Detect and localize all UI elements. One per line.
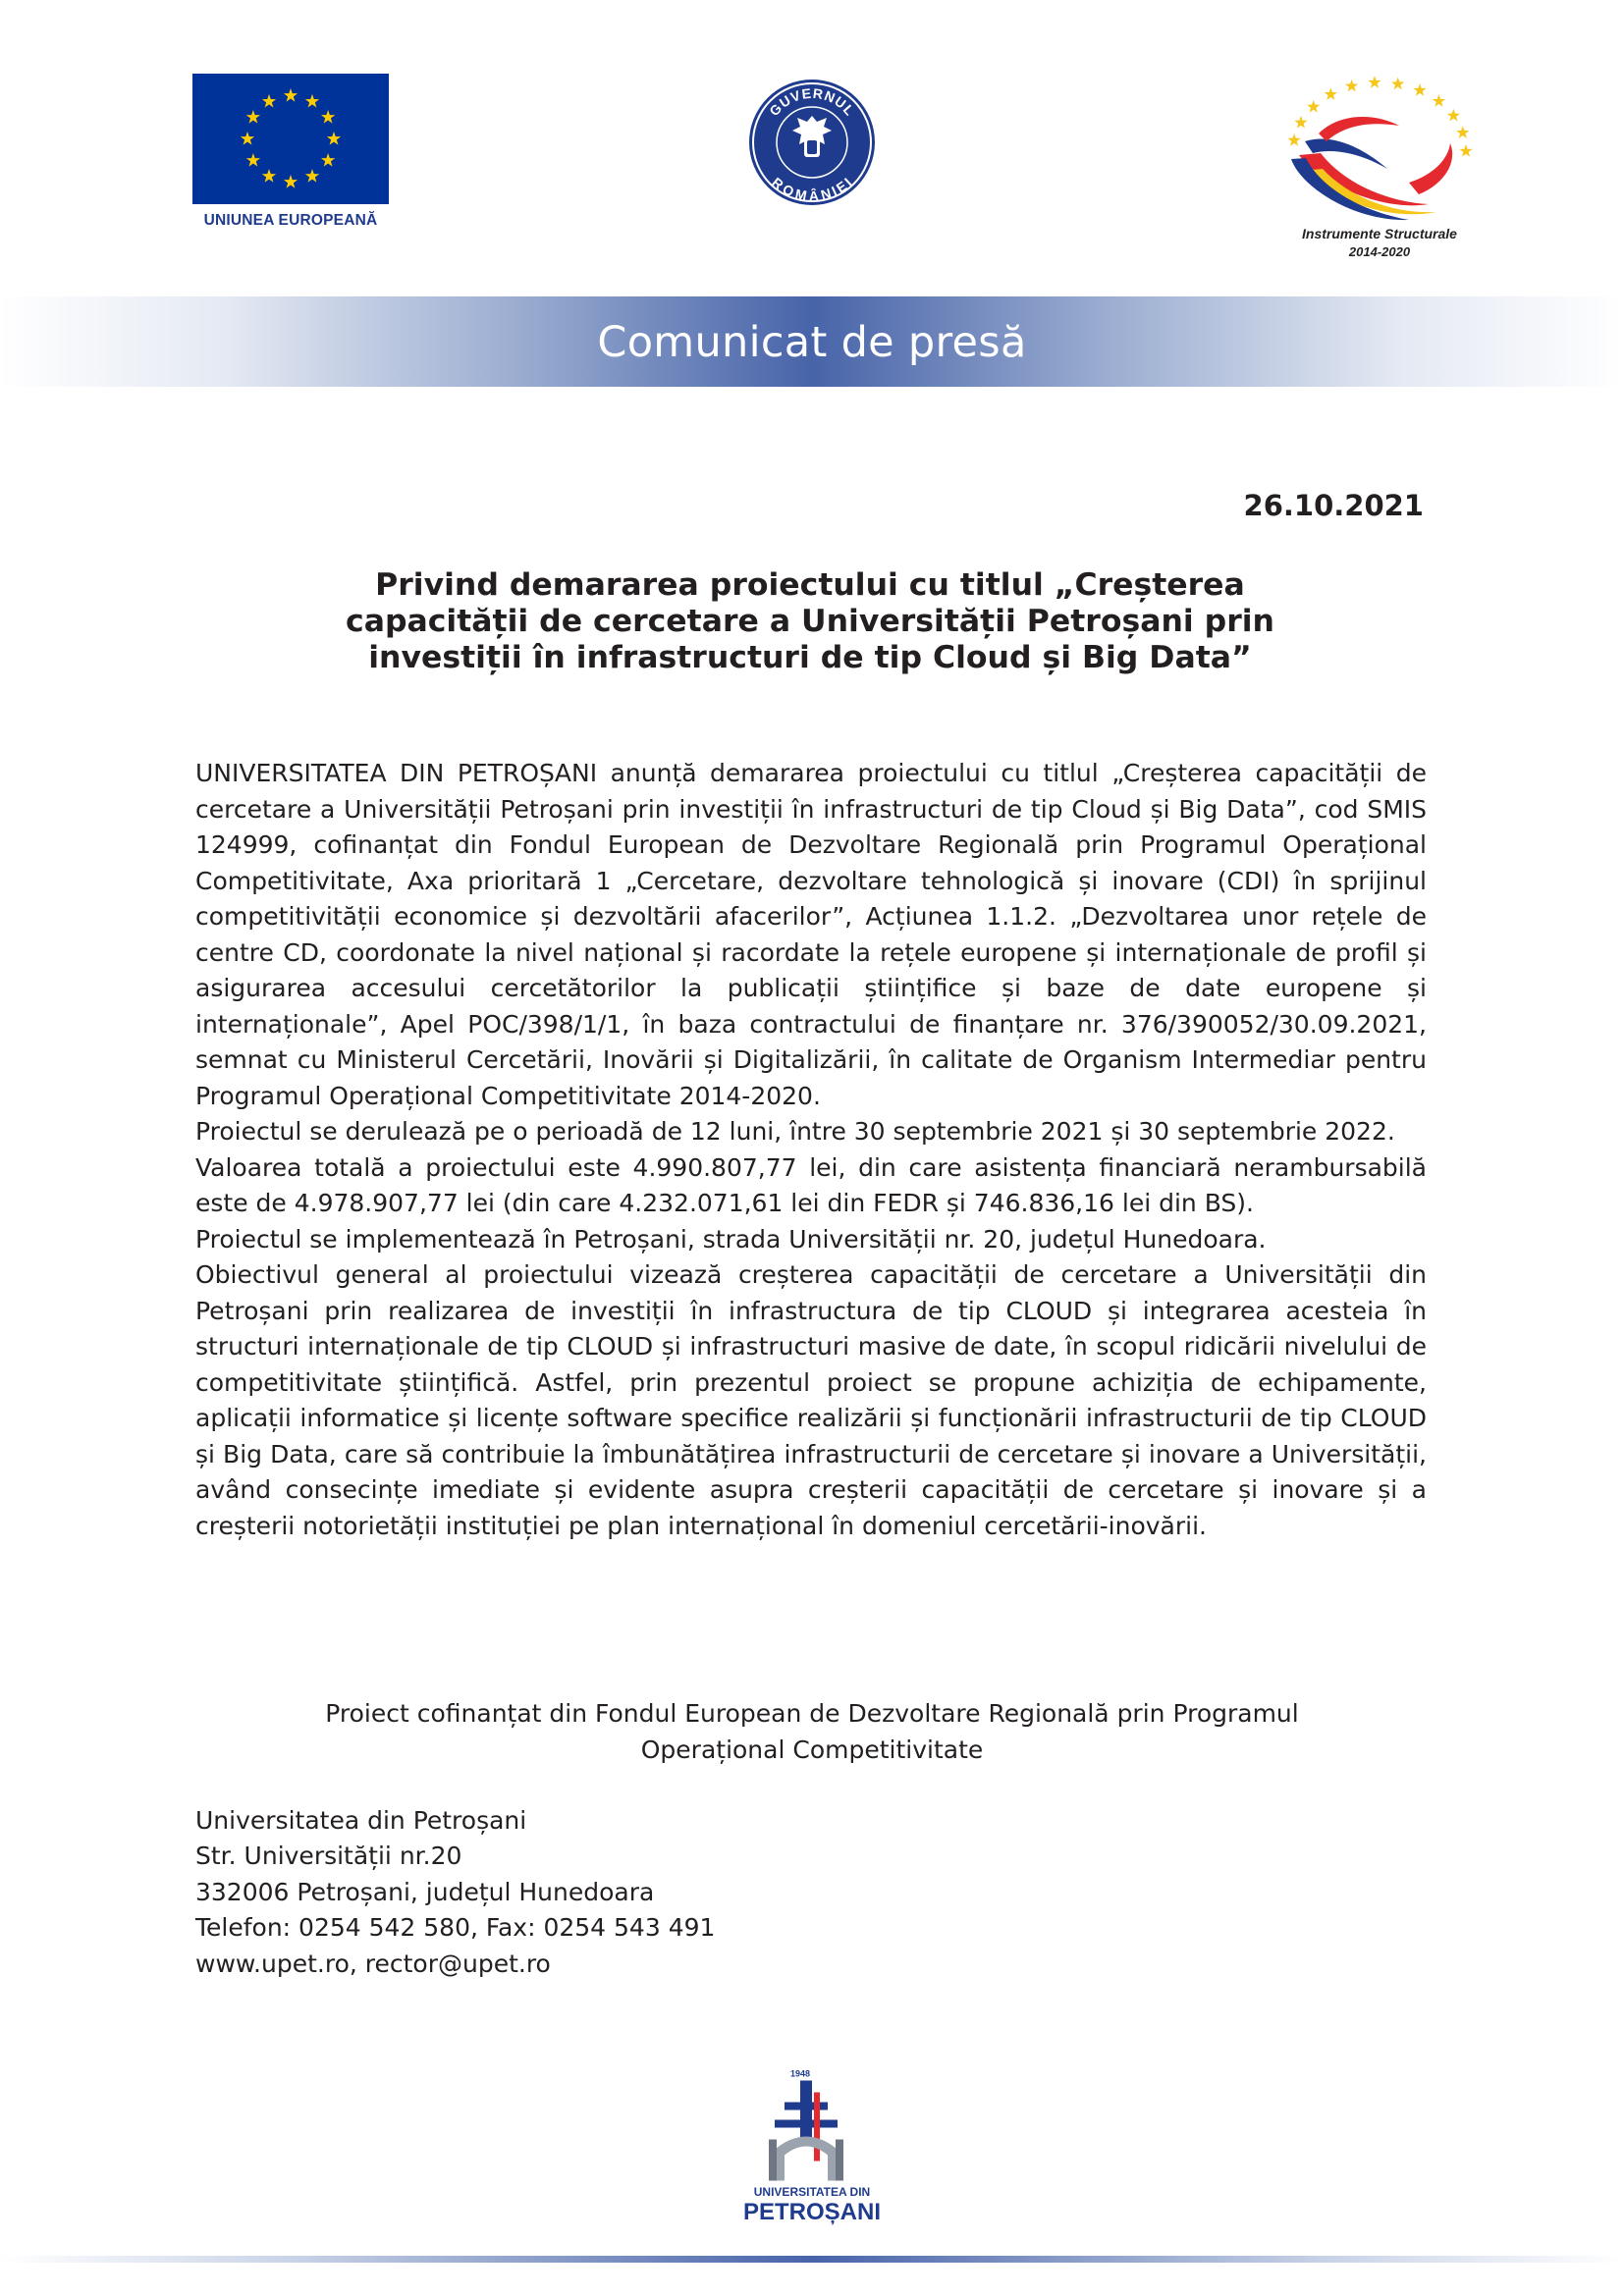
is-star-icon [1368,76,1380,88]
romanian-government-seal-icon [746,77,878,208]
contact-city: 332006 Petroșani, județul Hunedoara [195,1877,655,1906]
headline [196,567,1424,676]
university-logo-name-top: UNIVERSITATEA DIN [753,2185,871,2199]
body-text [195,756,1427,1544]
is-star-icon [1345,80,1358,92]
funding-note [196,1695,1428,1768]
is-star-icon [1307,100,1320,113]
body-paragraph-objective: Obiectivul general al proiectului vizează creșterea capacității de cercetare a Universității din Petroșani prin realizarea de investiții în infrastructura de tip CLOUD și integrarea acesteia în structuri internaționale de tip CLOUD și infrastructuri masive de date, în scopul ridicării nivelului de competitivitate științifică. Astfel, prin prezentul proiect se propune achiziția de echipamente, aplicații informatice și licențe software specifice realizării și funcționării infrastructurii de tip CLOUD și Big Data, care să contribuie la îmbunătățirea infrastructurii de cercetare și inovare a Universității, având consecințe imediate și evidente asupra creșterii capacității de cercetare și inovare și a creșterii notorietății instituției pe plan internațional în domeniul cercetării-inovării. [195,1260,1427,1540]
funding-note-line: Proiect cofinanțat din Fondul European de Dezvoltare Regională prin Programul [325,1699,1299,1728]
eu-flag-icon [192,74,389,204]
is-star-icon [1413,83,1426,96]
is-star-icon [1325,87,1337,100]
is-star-icon [1433,94,1445,107]
is-caption-title: Instrumente Structurale [1302,226,1457,241]
headline-line: Privind demararea proiectului cu titlul „Creșterea [375,567,1245,603]
body-paragraph-value: Valoarea totală a proiectului este 4.990.807,77 lei, din care asistența financiară nerambursabilă este de 4.978.907,77 lei (din care 4.232.071,61 lei din FEDR și 746.836,16 lei din BS). [195,1152,1427,1217]
contact-block [195,1803,1079,1982]
banner-title: Comunicat de presă [597,318,1027,367]
is-star-icon [1447,109,1460,122]
is-caption-years: 2014-2020 [1348,244,1411,259]
eu-caption: UNIUNEA EUROPEANĂ [203,212,378,229]
is-star-icon [1459,144,1472,157]
contact-street: Str. Universității nr.20 [195,1842,462,1871]
university-logo-name-bottom: PETROȘANI [742,2199,881,2225]
contact-web-email[interactable]: www.upet.ro, rector@upet.ro [195,1949,551,1978]
funding-note-line: Operațional Competitivitate [640,1735,984,1764]
body-paragraph-intro: UNIVERSITATEA DIN PETROȘANI anunță demararea proiectului cu titlul „Creșterea capacității de cercetare a Universității Petroșani prin investiții în infrastructuri de tip Cloud și Big Data”, cod SMIS 124999, cofinanțat din Fondul European de Dezvoltare Regională prin Programul Operațional Competitivitate, Axa prioritară 1 „Cercetare, dezvoltare tehnologică și inovare (CDI) în sprijinul competitivității economice și dezvoltării afacerilor”, Acțiunea 1.1.2. „Dezvoltarea unor rețele de centre CD, coordonate la nivel național și racordate la rețele europene și internaționale de profil și asigurarea accesului cercetătorilor la publicații științifice și baze de date europene și internaționale”, Apel POC/398/1/1, în baza contractului de finanțare nr. 376/390052/30.09.2021, semnat cu Ministerul Cercetării, Inovării și Digitalizării, în calitate de Organism Intermediar pentru Programul Operațional Competitivitate 2014-2020. [195,759,1427,1110]
contact-phone-fax: Telefon: 0254 542 580, Fax: 0254 543 491 [195,1913,716,1943]
svg-text:1948: 1948 [790,2068,811,2079]
footer-divider [0,2256,1624,2263]
is-star-icon [1391,78,1404,90]
headline-line: capacității de cercetare a Universității Petroșani prin [346,604,1274,639]
is-star-icon [1456,126,1469,138]
structural-instruments-logo [1262,65,1497,259]
svg-text:GUVERNUL: GUVERNUL [766,84,859,120]
svg-text:ROMÂNIEI: ROMÂNIEI [769,174,856,204]
contact-institution: Universitatea din Petroșani [195,1806,527,1835]
press-release-banner [0,296,1624,387]
is-star-icon [1287,133,1300,146]
is-star-icon [1294,116,1307,129]
structural-instruments-emblem-icon [1262,65,1497,222]
eu-logo [192,74,389,230]
headline-line: investiții în infrastructuri de tip Cloud și Big Data” [368,640,1252,675]
release-date: 26.10.2021 [1243,489,1424,522]
body-paragraph-location: Proiectul se implementează în Petroșani, strada Universității nr. 20, județul Hunedoara. [195,1224,1267,1254]
body-paragraph-period: Proiectul se derulează pe o perioadă de 12 luni, între 30 septembrie 2021 și 30 septembrie 2022. [195,1117,1395,1146]
